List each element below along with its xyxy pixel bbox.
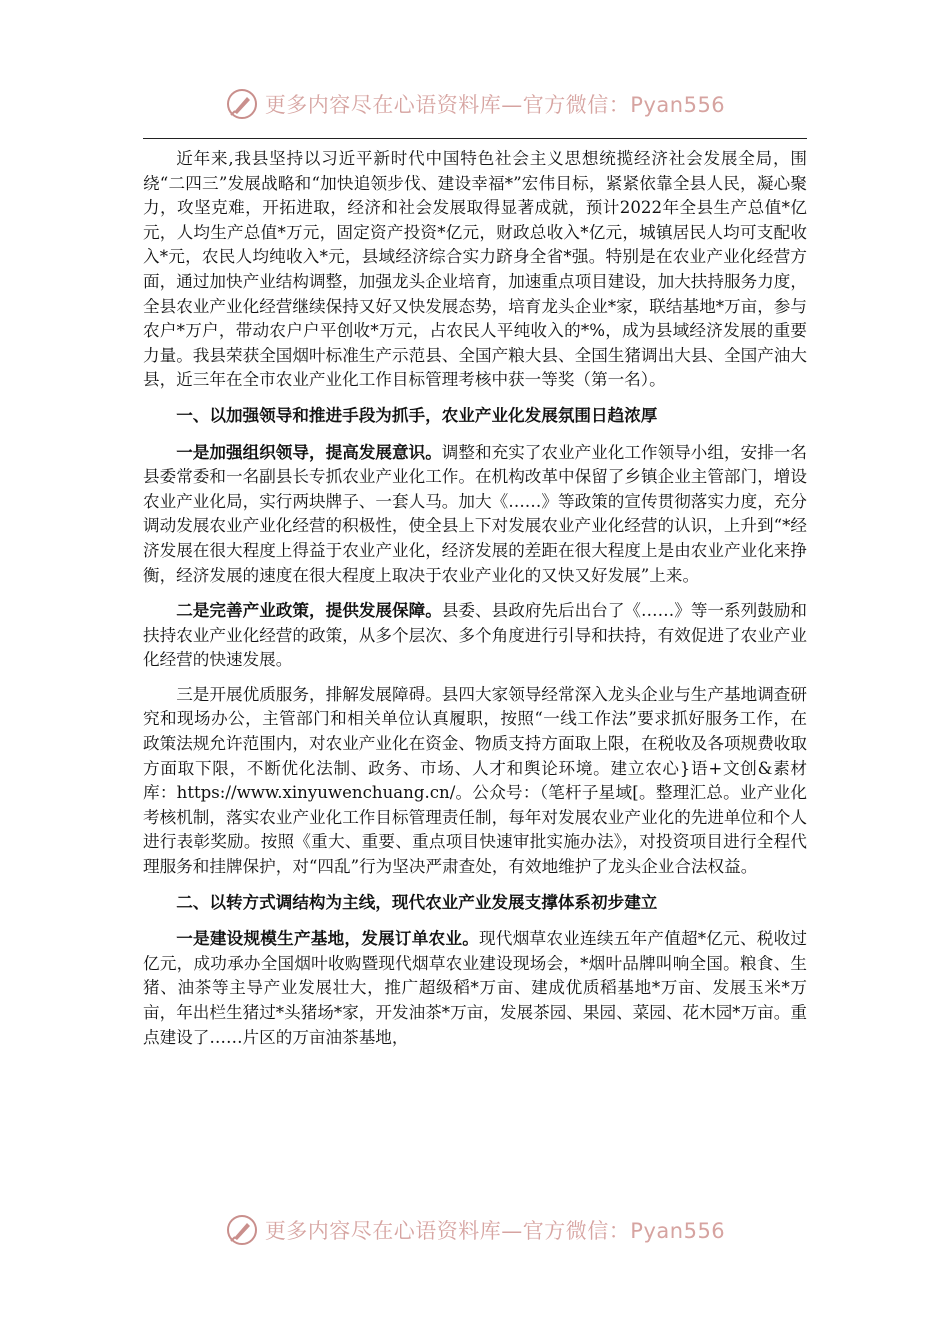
section-heading-2: 二、以转方式调结构为主线，现代农业产业发展支撑体系初步建立: [176, 891, 658, 912]
pen-icon: [225, 87, 259, 121]
intro-paragraph: 近年来,我县坚持以习近平新时代中国特色社会主义思想统揽经济社会发展全局，围绕“二四三”发展战略和“加快追领步伐、建设幸福*”宏伟目标，紧紧依靠全县人民，凝心聚力，攻坚克难，开拓进取，经济和社会发展取得显著成就，预计2022年全县生产总值*亿元，人均生产总值*万元，固定资产投资*亿元，财政总收入*亿元，城镇居民人均可支配收入*元，农民人均纯收入*元，县域经济综合实力跻身全省*强。特别是在农业产业化经营方面，通过加快产业结构调整，加强龙头企业培育，加速重点项目建设，加大扶持服务力度，全县农业产业化经营继续保持又好又快发展态势，培育龙头企业*家，联结基地*万亩，参与农户*万户，带动农户户平创收*万元，占农民人平纯收入的*%，成为县域经济发展的重要力量。我县荣获全国烟叶标准生产示范县、全国产粮大县、全国生猪调出大县、全国产油大县，近三年在全市农业产业化工作目标管理考核中获一等奖（第一名）。: [143, 149, 807, 390]
footer-watermark-banner: [0, 1210, 950, 1250]
pen-icon: [225, 1213, 259, 1247]
paragraph-body: 现代烟草农业连续五年产值超*亿元、税收过亿元，成功承办全国烟叶收购暨现代烟草农业建设现场会，*烟叶品牌叫响全国。粮食、生猪、油茶等主导产业发展壮大，推广超级稻*万亩、建成优质稻基地*万亩、发展玉米*万亩，年出栏生猪过*头猪场*家，开发油茶*万亩，发展茶园、果园、菜园、花木园*万亩。重点建设了……片区的万亩油茶基地，: [143, 929, 808, 1047]
document-body: [143, 147, 807, 1060]
paragraph-lead: 一是加强组织领导，提高发展意识。: [176, 441, 442, 462]
section-heading-1: 一、以加强领导和推进手段为抓手，农业产业化发展氛围日趋浓厚: [176, 404, 658, 425]
header-watermark-banner: [0, 84, 950, 124]
paragraph-org-leadership: [143, 440, 807, 589]
paragraph-body: 调整和充实了农业产业化工作领导小组，安排一名县委常委和一名副县长专抓农业产业化工作。在机构改革中保留了乡镇企业主管部门，增设农业产业化局，实行两块牌子、一套人马。加大《……》等政策的宣传贯彻落实力度，充分调动发展农业产业化经营的积极性，使全县上下对发展农业产业化经营的认识，上升到“*经济发展在很大程度上得益于农业产业化，经济发展的差距在很大程度上是由农业产业化来挣衡，经济发展的速度在很大程度上取决于农业产业化的又快又好发展”上来。: [143, 442, 808, 585]
paragraph-service: 三是开展优质服务，排解发展障碍。县四大家领导经常深入龙头企业与生产基地调查研究和现场办公，主管部门和相关单位认真履职，按照“一线工作法”要求抓好服务工作，在政策法规允许范围内，对农业产业化在资金、物质支持方面取上限，在税收及各项规费收取方面取下限，不断优化法制、政务、市场、人才和舆论环境。建立农心}语+文创&素材库：https://www.xinyuwenchuang.cn/。公众号：（笔杆子星域[。整理汇总。业产业化考核机制，落实农业产业化工作目标管理责任制，每年对发展农业产业化的先进单位和个人进行表彰奖励。按照《重大、重要、重点项目快速审批实施办法》，对投资项目进行全程代理服务和挂牌保护，对“四乱”行为坚决严肃查处，有效地维护了龙头企业合法权益。: [143, 684, 807, 877]
header-divider: [143, 138, 807, 139]
paragraph-policy: [143, 598, 807, 673]
paragraph-lead: 一是建设规模生产基地，发展订单农业。: [176, 928, 480, 949]
paragraph-production-base: [143, 926, 807, 1050]
banner-text: 更多内容尽在心语资料库—官方微信：Pyan556: [264, 1219, 726, 1243]
paragraph-body: 县委、县政府先后出台了《……》等一系列鼓励和扶持农业产业化经营的政策，从多个层次、多个角度进行引导和扶持，有效促进了农业产业化经营的快速发展。: [143, 601, 808, 670]
banner-text: 更多内容尽在心语资料库—官方微信：Pyan556: [264, 93, 726, 117]
paragraph-lead: 二是完善产业政策，提供发展保障。: [176, 600, 442, 621]
